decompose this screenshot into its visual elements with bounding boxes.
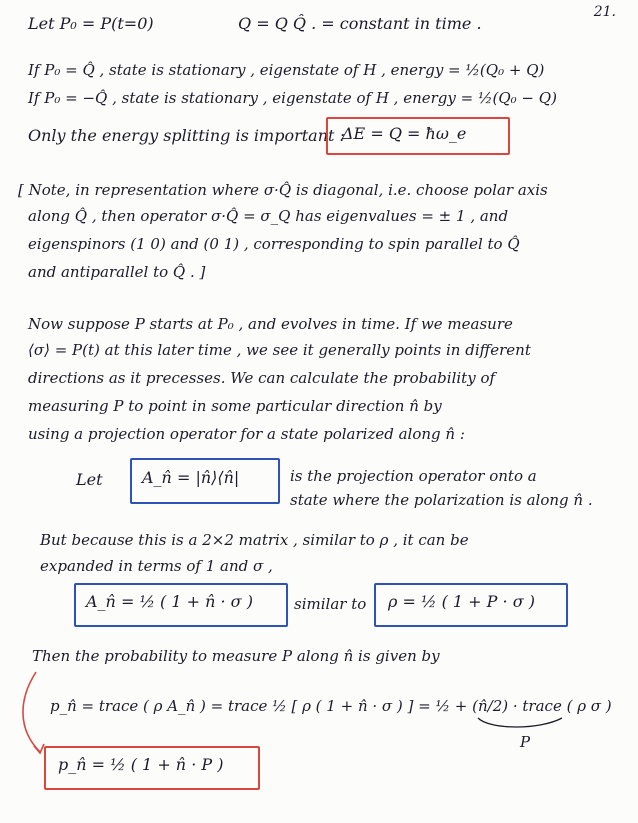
arrow-head — [34, 744, 44, 753]
para-line-1: Now suppose P starts at P₀ , and evolves in time. If we measure — [28, 315, 513, 333]
page-number: 21. — [593, 4, 616, 20]
line-if-antiparallel: If P₀ = −Q̂ , state is stationary , eigenstate of H , energy = ½(Q₀ − Q) — [28, 89, 557, 107]
trace-equals-p: P — [520, 733, 531, 751]
energy-splitting-formula: ΔE = Q = ħω_e — [342, 124, 467, 143]
probability-result-formula: p_n̂ = ½ ( 1 + n̂ · P ) — [58, 755, 224, 774]
line-if-parallel: If P₀ = Q̂ , state is stationary , eigenstate of H , energy = ½(Q₀ + Q) — [28, 61, 545, 79]
note-line-2: along Q̂ , then operator σ·Q̂ = σ_Q has eigenvalues = ± 1 , and — [28, 207, 509, 225]
line-energy-splitting: Only the energy splitting is important : — [28, 126, 345, 145]
note-line-1: [ Note, in representation where σ·Q̂ is diagonal, i.e. choose polar axis — [18, 181, 548, 199]
note-line-4: and antiparallel to Q̂ . ] — [28, 263, 206, 281]
para-line-3: directions as it precesses. We can calculate the probability of — [28, 369, 496, 387]
para-line-4: measuring P to point in some particular direction n̂ by — [28, 397, 442, 415]
let-label: Let — [76, 470, 103, 489]
line-q-constant: Q = Q Q̂ . = constant in time . — [238, 14, 482, 33]
probability-derivation: p_n̂ = trace ( ρ A_n̂ ) = trace ½ [ ρ ( 1 + n̂ · σ ) ] = ½ + (n̂/2) · trace ( ρ σ ) — [50, 697, 612, 715]
expansion-line-2: expanded in terms of 1 and σ , — [40, 557, 273, 575]
para-line-5: using a projection operator for a state polarized along n̂ : — [28, 425, 465, 443]
probability-intro: Then the probability to measure P along n̂ is given by — [32, 647, 440, 665]
para-line-2: ⟨σ⟩ = P(t) at this later time , we see it generally points in different — [28, 341, 531, 359]
line-let-p0: Let P₀ = P(t=0) — [28, 14, 154, 33]
projection-operator-formula: A_n̂ = |n̂⟩⟨n̂| — [142, 468, 240, 487]
underbrace — [478, 718, 562, 727]
projection-desc-1: is the projection operator onto a — [290, 467, 537, 485]
density-matrix-formula: ρ = ½ ( 1 + P · σ ) — [388, 592, 535, 611]
similar-to-label: similar to — [294, 595, 367, 613]
note-line-3: eigenspinors (1 0) and (0 1) , corresponding to spin parallel to Q̂ — [28, 235, 520, 253]
expansion-line-1: But because this is a 2×2 matrix , similar to ρ , it can be — [40, 531, 469, 549]
projection-desc-2: state where the polarization is along n̂ . — [290, 491, 593, 509]
projection-expansion-formula: A_n̂ = ½ ( 1 + n̂ · σ ) — [86, 592, 253, 611]
arrow-curve — [23, 672, 40, 752]
